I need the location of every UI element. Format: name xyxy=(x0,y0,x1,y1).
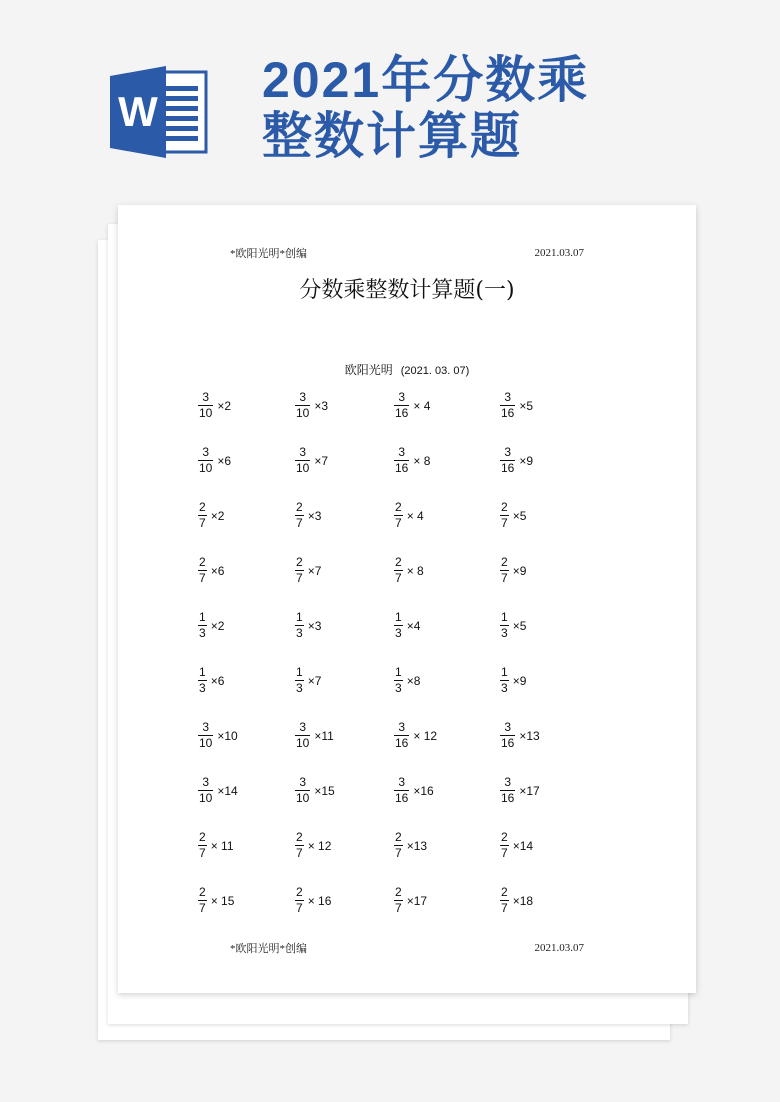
fraction-denominator: 3 xyxy=(395,681,402,695)
multiplier: ×7 xyxy=(314,453,329,468)
problem-r5-c3 xyxy=(394,611,420,640)
fraction-numerator: 3 xyxy=(398,720,406,734)
multiplier: ×17 xyxy=(406,893,428,908)
problem-r9-c1 xyxy=(198,831,234,860)
multiplier: × 8 xyxy=(413,453,431,468)
problem-r5-c4 xyxy=(500,611,526,640)
multiplier: ×3 xyxy=(314,398,329,413)
multiplier: ×15 xyxy=(314,783,335,798)
fraction-denominator: 16 xyxy=(395,791,409,805)
fraction-denominator: 16 xyxy=(501,736,515,750)
fraction-denominator: 16 xyxy=(501,461,515,475)
fraction xyxy=(394,831,403,860)
banner-title-line-2: 整数计算题 xyxy=(262,108,522,164)
fraction-denominator: 7 xyxy=(501,901,508,915)
multiplier: ×6 xyxy=(217,453,232,468)
fraction xyxy=(394,721,409,750)
fraction-denominator: 3 xyxy=(199,681,206,695)
multiplier: × 15 xyxy=(210,893,235,908)
multiplier: ×5 xyxy=(512,508,527,523)
problem-r2-c3 xyxy=(394,446,430,475)
banner-title-line-1: 2021年分数乘 xyxy=(262,52,590,108)
fraction-denominator: 16 xyxy=(395,461,409,475)
problem-r8-c2 xyxy=(295,776,335,805)
problem-r3-c3 xyxy=(394,501,424,530)
multiplier: ×4 xyxy=(406,618,421,633)
fraction-numerator: 3 xyxy=(299,775,307,789)
fraction-denominator: 16 xyxy=(395,406,409,420)
fraction-denominator: 7 xyxy=(199,901,206,915)
fraction xyxy=(198,501,207,530)
fraction-denominator: 10 xyxy=(199,791,213,805)
problem-r4-c3 xyxy=(394,556,424,585)
fraction-numerator: 2 xyxy=(501,885,508,899)
fraction-denominator: 7 xyxy=(395,516,402,530)
fraction-numerator: 1 xyxy=(501,665,508,679)
multiplier: ×16 xyxy=(413,783,434,798)
problem-r2-c4 xyxy=(500,446,533,475)
multiplier: ×10 xyxy=(217,728,238,743)
fraction-denominator: 7 xyxy=(199,516,206,530)
problem-r3-c2 xyxy=(295,501,321,530)
fraction-denominator: 7 xyxy=(501,571,508,585)
fraction-denominator: 10 xyxy=(296,736,310,750)
multiplier: ×9 xyxy=(512,563,527,578)
fraction-numerator: 3 xyxy=(504,775,512,789)
fraction-numerator: 3 xyxy=(504,445,512,459)
fraction-numerator: 3 xyxy=(299,720,307,734)
fraction-numerator: 3 xyxy=(299,390,307,404)
fraction-numerator: 2 xyxy=(395,885,402,899)
multiplier: ×5 xyxy=(519,398,534,413)
fraction xyxy=(394,886,403,915)
fraction-numerator: 2 xyxy=(501,500,508,514)
fraction-numerator: 2 xyxy=(199,885,206,899)
fraction xyxy=(295,501,304,530)
fraction-numerator: 1 xyxy=(199,665,206,679)
header-date: 2021.03.07 xyxy=(534,247,584,259)
problem-r8-c1 xyxy=(198,776,238,805)
fraction xyxy=(394,501,403,530)
fraction-denominator: 3 xyxy=(501,681,508,695)
problem-r2-c1 xyxy=(198,446,231,475)
fraction-numerator: 3 xyxy=(398,445,406,459)
fraction xyxy=(198,886,207,915)
problem-r9-c3 xyxy=(394,831,427,860)
fraction-denominator: 16 xyxy=(395,736,409,750)
fraction xyxy=(500,721,515,750)
fraction-denominator: 3 xyxy=(501,626,508,640)
fraction xyxy=(394,666,403,695)
fraction-numerator: 2 xyxy=(395,500,402,514)
fraction-numerator: 2 xyxy=(296,885,303,899)
fraction-numerator: 2 xyxy=(395,555,402,569)
fraction xyxy=(500,501,509,530)
fraction-denominator: 16 xyxy=(501,406,515,420)
fraction-denominator: 7 xyxy=(296,901,303,915)
fraction-numerator: 3 xyxy=(202,390,210,404)
fraction xyxy=(295,886,304,915)
fraction-numerator: 2 xyxy=(296,555,303,569)
problem-r10-c3 xyxy=(394,886,427,915)
problem-r1-c3 xyxy=(394,391,430,420)
multiplier: ×7 xyxy=(307,563,322,578)
fraction-numerator: 2 xyxy=(501,555,508,569)
fraction-numerator: 3 xyxy=(398,390,406,404)
problem-r6-c1 xyxy=(198,666,224,695)
problem-r7-c2 xyxy=(295,721,334,750)
fraction xyxy=(198,391,213,420)
multiplier: ×3 xyxy=(307,508,322,523)
multiplier: ×9 xyxy=(519,453,534,468)
multiplier: ×2 xyxy=(217,398,232,413)
fraction-denominator: 3 xyxy=(296,626,303,640)
problem-r9-c4 xyxy=(500,831,533,860)
problem-r1-c4 xyxy=(500,391,533,420)
multiplier: ×2 xyxy=(210,508,225,523)
fraction-numerator: 1 xyxy=(296,665,303,679)
fraction xyxy=(198,556,207,585)
banner-title xyxy=(262,52,702,164)
fraction-numerator: 1 xyxy=(395,665,402,679)
fraction-denominator: 7 xyxy=(501,846,508,860)
fraction xyxy=(500,666,509,695)
fraction xyxy=(295,776,310,805)
fraction-denominator: 10 xyxy=(199,736,213,750)
fraction-denominator: 7 xyxy=(395,901,402,915)
multiplier: ×14 xyxy=(512,838,534,853)
multiplier: × 12 xyxy=(307,838,332,853)
fraction xyxy=(394,556,403,585)
fraction-denominator: 10 xyxy=(199,461,213,475)
multiplier: ×9 xyxy=(512,673,527,688)
problem-r3-c4 xyxy=(500,501,526,530)
fraction-denominator: 10 xyxy=(296,791,310,805)
fraction-numerator: 3 xyxy=(202,775,210,789)
problem-r8-c4 xyxy=(500,776,540,805)
multiplier: × 12 xyxy=(413,728,438,743)
problem-r2-c2 xyxy=(295,446,328,475)
fraction-denominator: 7 xyxy=(199,571,206,585)
byline-author: 欧阳光明 xyxy=(344,363,393,377)
multiplier: ×17 xyxy=(519,783,540,798)
fraction-numerator: 3 xyxy=(299,445,307,459)
fraction xyxy=(198,666,207,695)
problem-r6-c2 xyxy=(295,666,321,695)
fraction xyxy=(500,886,509,915)
fraction-numerator: 2 xyxy=(395,830,402,844)
problem-r5-c1 xyxy=(198,611,224,640)
fraction xyxy=(295,391,310,420)
fraction xyxy=(500,446,515,475)
fraction-denominator: 7 xyxy=(395,571,402,585)
problem-r4-c2 xyxy=(295,556,321,585)
fraction-denominator: 3 xyxy=(199,626,206,640)
fraction xyxy=(295,721,310,750)
word-icon-letter: W xyxy=(118,88,158,135)
problem-r4-c4 xyxy=(500,556,526,585)
fraction-denominator: 10 xyxy=(199,406,213,420)
fraction xyxy=(500,611,509,640)
fraction xyxy=(394,611,403,640)
problem-r6-c4 xyxy=(500,666,526,695)
problem-r1-c1 xyxy=(198,391,231,420)
multiplier: ×2 xyxy=(210,618,225,633)
fraction-denominator: 16 xyxy=(501,791,515,805)
problem-r6-c3 xyxy=(394,666,420,695)
fraction xyxy=(500,831,509,860)
fraction-numerator: 2 xyxy=(296,500,303,514)
problem-r1-c2 xyxy=(295,391,328,420)
fraction-denominator: 7 xyxy=(199,846,206,860)
fraction xyxy=(500,776,515,805)
worksheet-title: 分数乘整数计算题(一) xyxy=(299,278,515,303)
fraction xyxy=(295,446,310,475)
multiplier: ×6 xyxy=(210,563,225,578)
fraction-numerator: 1 xyxy=(395,610,402,624)
fraction-denominator: 7 xyxy=(296,516,303,530)
multiplier: × 16 xyxy=(307,893,332,908)
problem-r10-c1 xyxy=(198,886,234,915)
multiplier: ×7 xyxy=(307,673,322,688)
fraction xyxy=(198,446,213,475)
problem-r10-c4 xyxy=(500,886,533,915)
multiplier: ×14 xyxy=(217,783,238,798)
fraction xyxy=(295,611,304,640)
multiplier: ×3 xyxy=(307,618,322,633)
fraction-numerator: 1 xyxy=(296,610,303,624)
fraction-numerator: 1 xyxy=(199,610,206,624)
fraction xyxy=(295,556,304,585)
multiplier: ×11 xyxy=(314,728,334,743)
multiplier: × 11 xyxy=(210,838,234,853)
fraction xyxy=(500,391,515,420)
fraction-denominator: 3 xyxy=(395,626,402,640)
problem-r7-c4 xyxy=(500,721,540,750)
fraction xyxy=(198,721,213,750)
multiplier: ×18 xyxy=(512,893,534,908)
fraction-numerator: 2 xyxy=(199,555,206,569)
fraction-numerator: 2 xyxy=(199,500,206,514)
worksheet-page xyxy=(118,205,696,993)
fraction xyxy=(394,446,409,475)
problem-r10-c2 xyxy=(295,886,331,915)
fraction xyxy=(394,776,409,805)
fraction-denominator: 7 xyxy=(296,571,303,585)
fraction-denominator: 3 xyxy=(296,681,303,695)
byline xyxy=(118,361,696,378)
fraction xyxy=(394,391,409,420)
fraction-numerator: 2 xyxy=(296,830,303,844)
multiplier: ×13 xyxy=(406,838,428,853)
multiplier: ×13 xyxy=(519,728,540,743)
multiplier: ×5 xyxy=(512,618,527,633)
footer-author: *欧阳光明*创编 xyxy=(230,943,307,955)
fraction xyxy=(295,666,304,695)
fraction xyxy=(198,611,207,640)
fraction-denominator: 7 xyxy=(501,516,508,530)
problem-r4-c1 xyxy=(198,556,224,585)
problem-r9-c2 xyxy=(295,831,331,860)
multiplier: ×6 xyxy=(210,673,225,688)
word-document-icon xyxy=(108,64,208,160)
fraction xyxy=(295,831,304,860)
footer-date: 2021.03.07 xyxy=(534,942,584,954)
problem-r5-c2 xyxy=(295,611,321,640)
multiplier: × 4 xyxy=(413,398,431,413)
multiplier: × 4 xyxy=(406,508,424,523)
fraction-denominator: 7 xyxy=(296,846,303,860)
fraction-numerator: 3 xyxy=(504,720,512,734)
fraction xyxy=(500,556,509,585)
fraction-numerator: 3 xyxy=(398,775,406,789)
multiplier: × 8 xyxy=(406,563,424,578)
fraction-numerator: 3 xyxy=(202,720,210,734)
multiplier: ×8 xyxy=(406,673,421,688)
header-author: *欧阳光明*创编 xyxy=(230,248,307,260)
byline-date: (2021. 03. 07) xyxy=(400,365,470,377)
fraction-numerator: 3 xyxy=(504,390,512,404)
fraction xyxy=(198,831,207,860)
fraction-denominator: 7 xyxy=(395,846,402,860)
fraction-numerator: 3 xyxy=(202,445,210,459)
problem-r7-c3 xyxy=(394,721,437,750)
fraction-denominator: 10 xyxy=(296,461,310,475)
fraction-numerator: 2 xyxy=(501,830,508,844)
problem-r3-c1 xyxy=(198,501,224,530)
fraction-denominator: 10 xyxy=(296,406,310,420)
problem-r8-c3 xyxy=(394,776,434,805)
fraction xyxy=(198,776,213,805)
problem-r7-c1 xyxy=(198,721,238,750)
fraction-numerator: 2 xyxy=(199,830,206,844)
fraction-numerator: 1 xyxy=(501,610,508,624)
